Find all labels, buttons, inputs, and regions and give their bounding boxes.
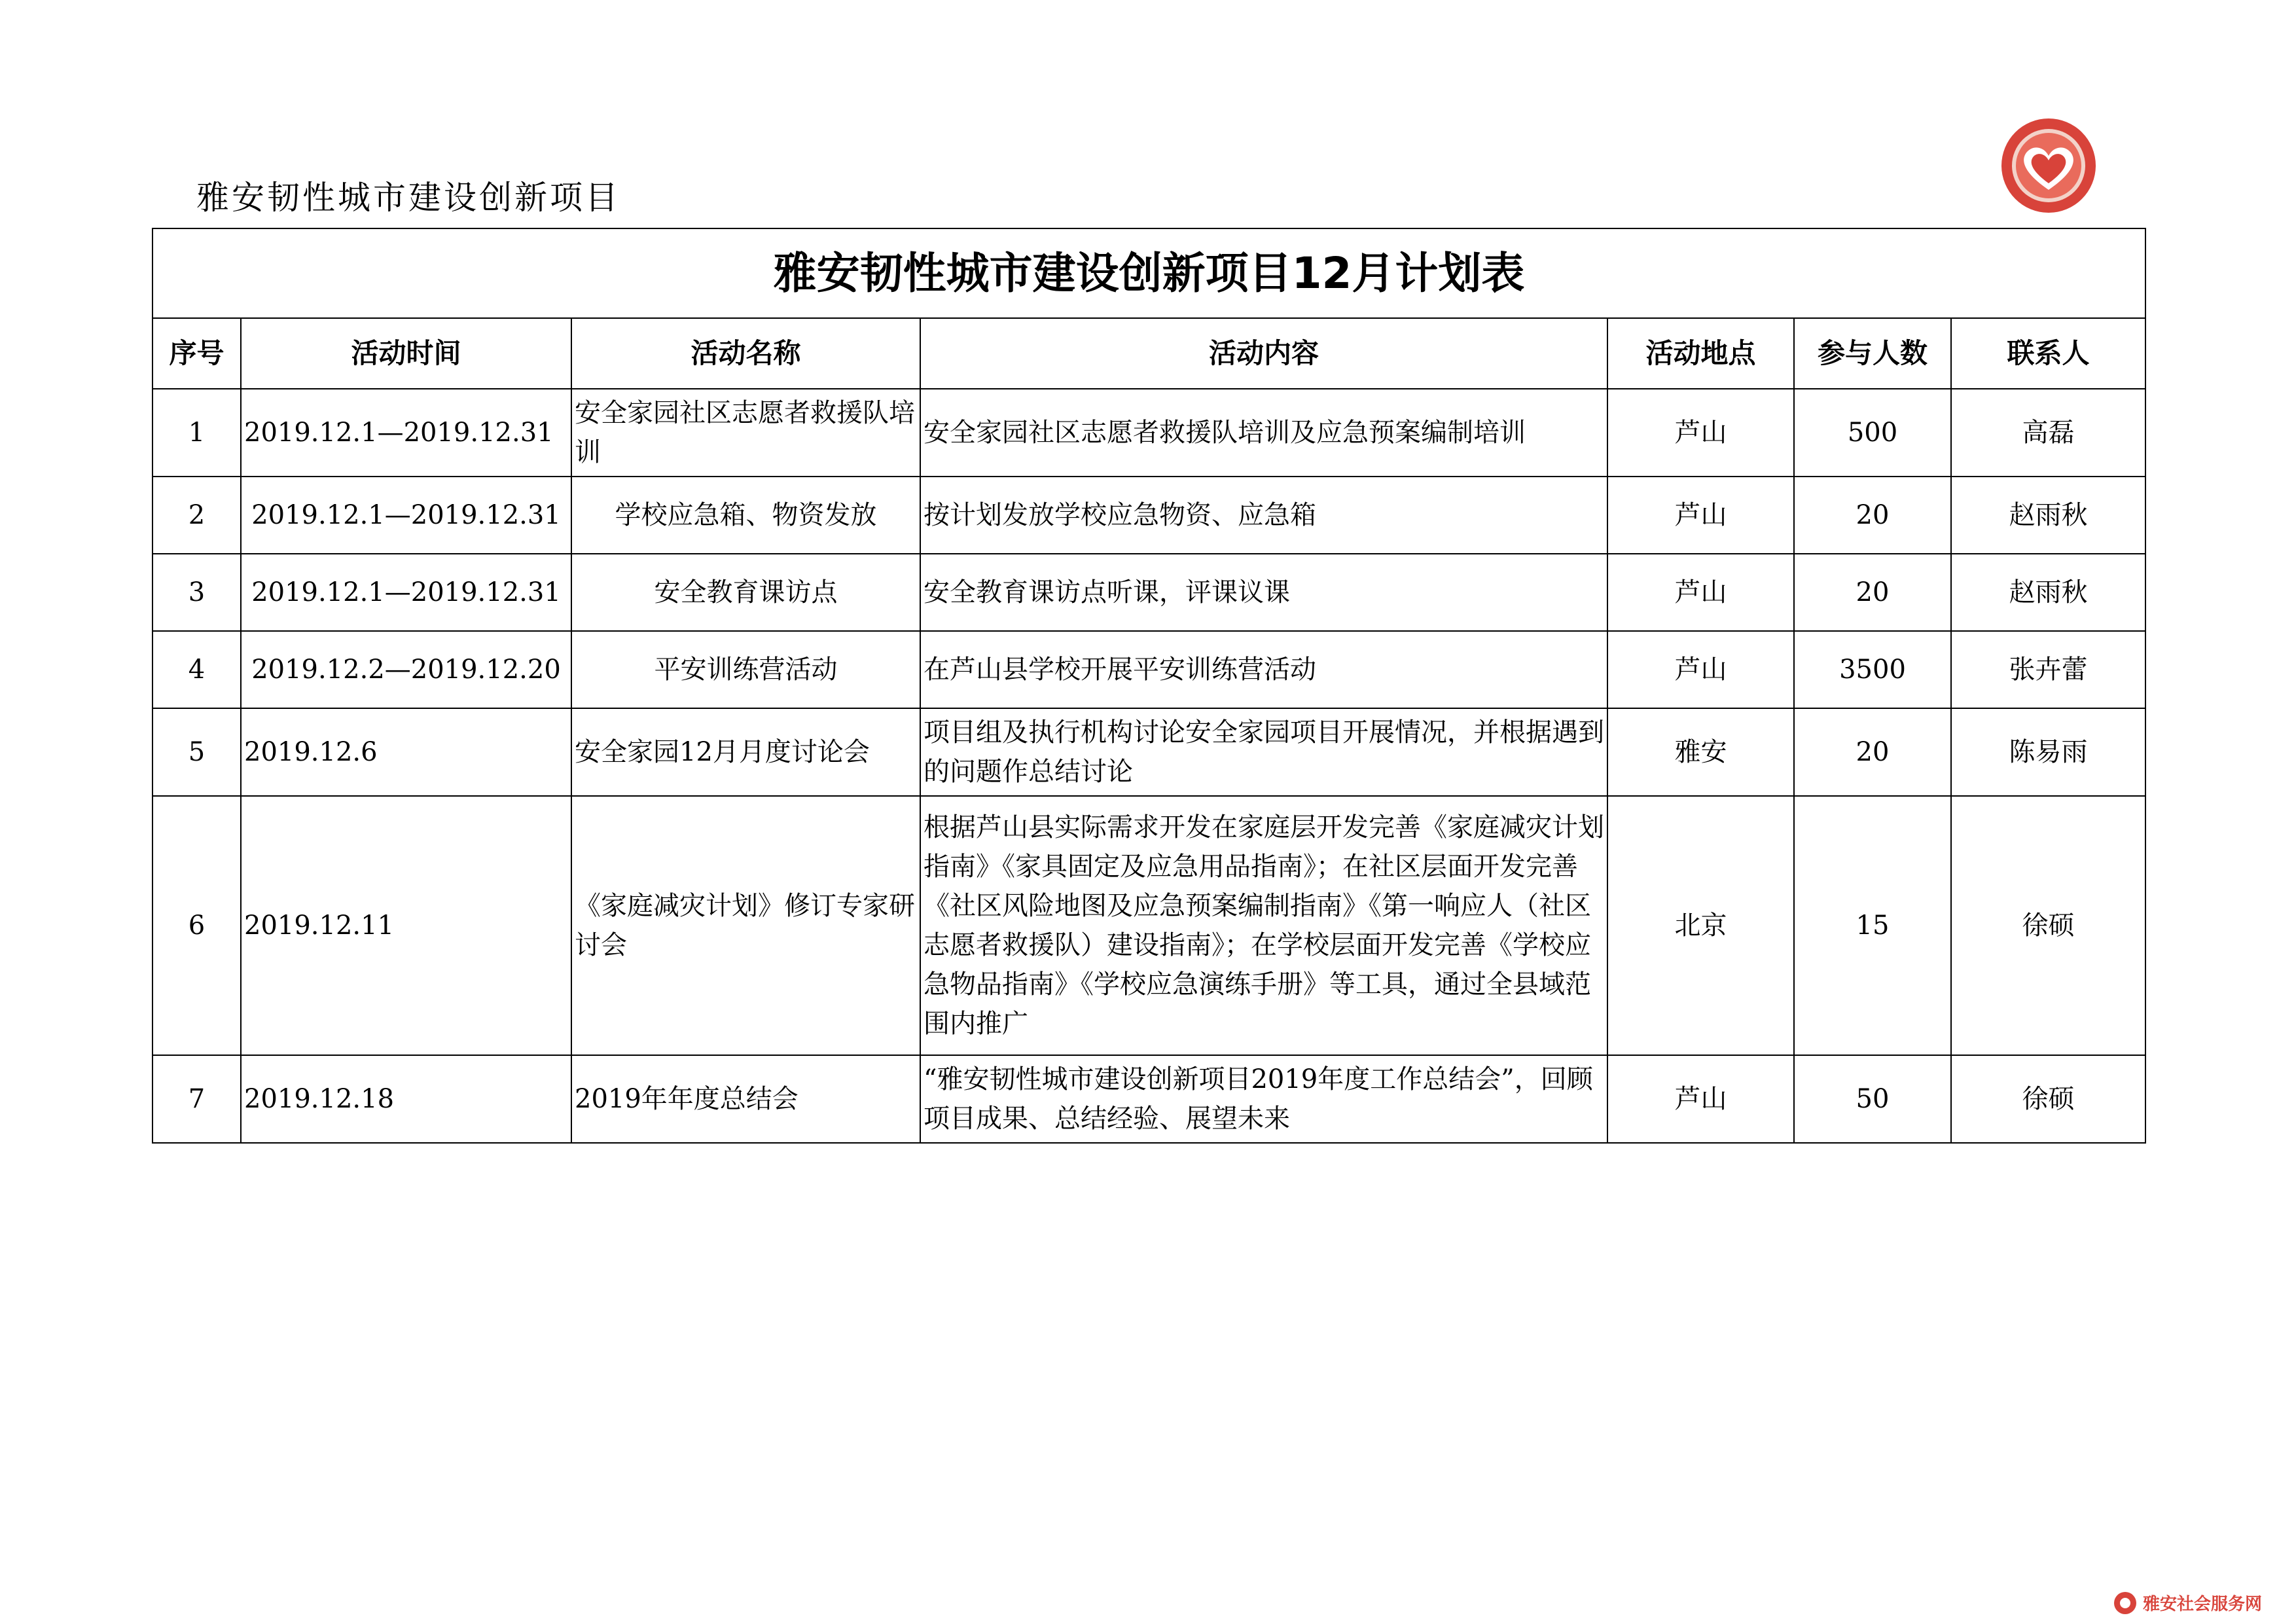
cell-place: 芦山 (1607, 631, 1794, 708)
monthly-plan-table (152, 228, 2146, 1144)
footer-watermark (2114, 1591, 2262, 1615)
cell-no: 6 (152, 796, 241, 1055)
cell-no: 5 (152, 708, 241, 796)
table-row (152, 708, 2145, 796)
cell-contact: 高磊 (1951, 389, 2145, 477)
watermark-text: 雅安社会服务网 (2143, 1595, 2263, 1614)
cell-place: 芦山 (1607, 477, 1794, 554)
cell-place: 雅安 (1607, 708, 1794, 796)
table-row (152, 1055, 2145, 1143)
cell-content: 安全家园社区志愿者救援队培训及应急预案编制培训 (920, 389, 1607, 477)
cell-no: 1 (152, 389, 241, 477)
cell-content: “雅安韧性城市建设创新项目2019年度工作总结会”，回顾项目成果、总结经验、展望未来 (920, 1055, 1607, 1143)
cell-people: 15 (1794, 796, 1951, 1055)
cell-people: 20 (1794, 554, 1951, 631)
cell-contact: 徐硕 (1951, 796, 2145, 1055)
cell-time: 2019.12.1—2019.12.31 (241, 477, 571, 554)
table-header-row (152, 318, 2145, 389)
column-header-no: 序号 (152, 318, 241, 389)
cell-place: 芦山 (1607, 389, 1794, 477)
project-header: 雅安韧性城市建设创新项目 (196, 179, 620, 217)
cell-people: 20 (1794, 708, 1951, 796)
cell-people: 50 (1794, 1055, 1951, 1143)
cell-people: 20 (1794, 477, 1951, 554)
table-row (152, 631, 2145, 708)
table-title: 雅安韧性城市建设创新项目12月计划表 (152, 228, 2145, 318)
column-header-contact: 联系人 (1951, 318, 2145, 389)
cell-name: 2019年年度总结会 (571, 1055, 920, 1143)
organization-logo-icon (2000, 117, 2098, 215)
cell-place: 芦山 (1607, 1055, 1794, 1143)
column-header-people: 参与人数 (1794, 318, 1951, 389)
cell-contact: 张卉蕾 (1951, 631, 2145, 708)
cell-place: 北京 (1607, 796, 1794, 1055)
cell-time: 2019.12.1—2019.12.31 (241, 554, 571, 631)
column-header-time: 活动时间 (241, 318, 571, 389)
cell-no: 3 (152, 554, 241, 631)
cell-time: 2019.12.18 (241, 1055, 571, 1143)
cell-name: 《家庭减灾计划》修订专家研讨会 (571, 796, 920, 1055)
cell-contact: 赵雨秋 (1951, 477, 2145, 554)
cell-content: 按计划发放学校应急物资、应急箱 (920, 477, 1607, 554)
table-row (152, 554, 2145, 631)
cell-contact: 徐硕 (1951, 1055, 2145, 1143)
cell-name: 安全家园12月月度讨论会 (571, 708, 920, 796)
cell-name: 平安训练营活动 (571, 631, 920, 708)
cell-no: 2 (152, 477, 241, 554)
cell-content: 在芦山县学校开展平安训练营活动 (920, 631, 1607, 708)
cell-people: 500 (1794, 389, 1951, 477)
watermark-logo-icon (2114, 1592, 2136, 1614)
cell-content: 项目组及执行机构讨论安全家园项目开展情况，并根据遇到的问题作总结讨论 (920, 708, 1607, 796)
cell-contact: 陈易雨 (1951, 708, 2145, 796)
cell-contact: 赵雨秋 (1951, 554, 2145, 631)
cell-name: 安全家园社区志愿者救援队培训 (571, 389, 920, 477)
cell-no: 4 (152, 631, 241, 708)
column-header-name: 活动名称 (571, 318, 920, 389)
table-row (152, 389, 2145, 477)
cell-place: 芦山 (1607, 554, 1794, 631)
cell-no: 7 (152, 1055, 241, 1143)
cell-time: 2019.12.6 (241, 708, 571, 796)
table-row (152, 477, 2145, 554)
column-header-content: 活动内容 (920, 318, 1607, 389)
cell-name: 安全教育课访点 (571, 554, 920, 631)
cell-name: 学校应急箱、物资发放 (571, 477, 920, 554)
cell-people: 3500 (1794, 631, 1951, 708)
cell-time: 2019.12.1—2019.12.31 (241, 389, 571, 477)
cell-time: 2019.12.2—2019.12.20 (241, 631, 571, 708)
cell-content: 根据芦山县实际需求开发在家庭层开发完善《家庭减灾计划指南》《家具固定及应急用品指南》；在社区层面开发完善《社区风险地图及应急预案编制指南》《第一响应人（社区志愿者救援队）建设指南》；在学校层面开发完善《学校应急物品指南》《学校应急演练手册》等工具，通过全县域范围内推广 (920, 796, 1607, 1055)
column-header-place: 活动地点 (1607, 318, 1794, 389)
cell-content: 安全教育课访点听课，评课议课 (920, 554, 1607, 631)
table-row (152, 796, 2145, 1055)
cell-time: 2019.12.11 (241, 796, 571, 1055)
